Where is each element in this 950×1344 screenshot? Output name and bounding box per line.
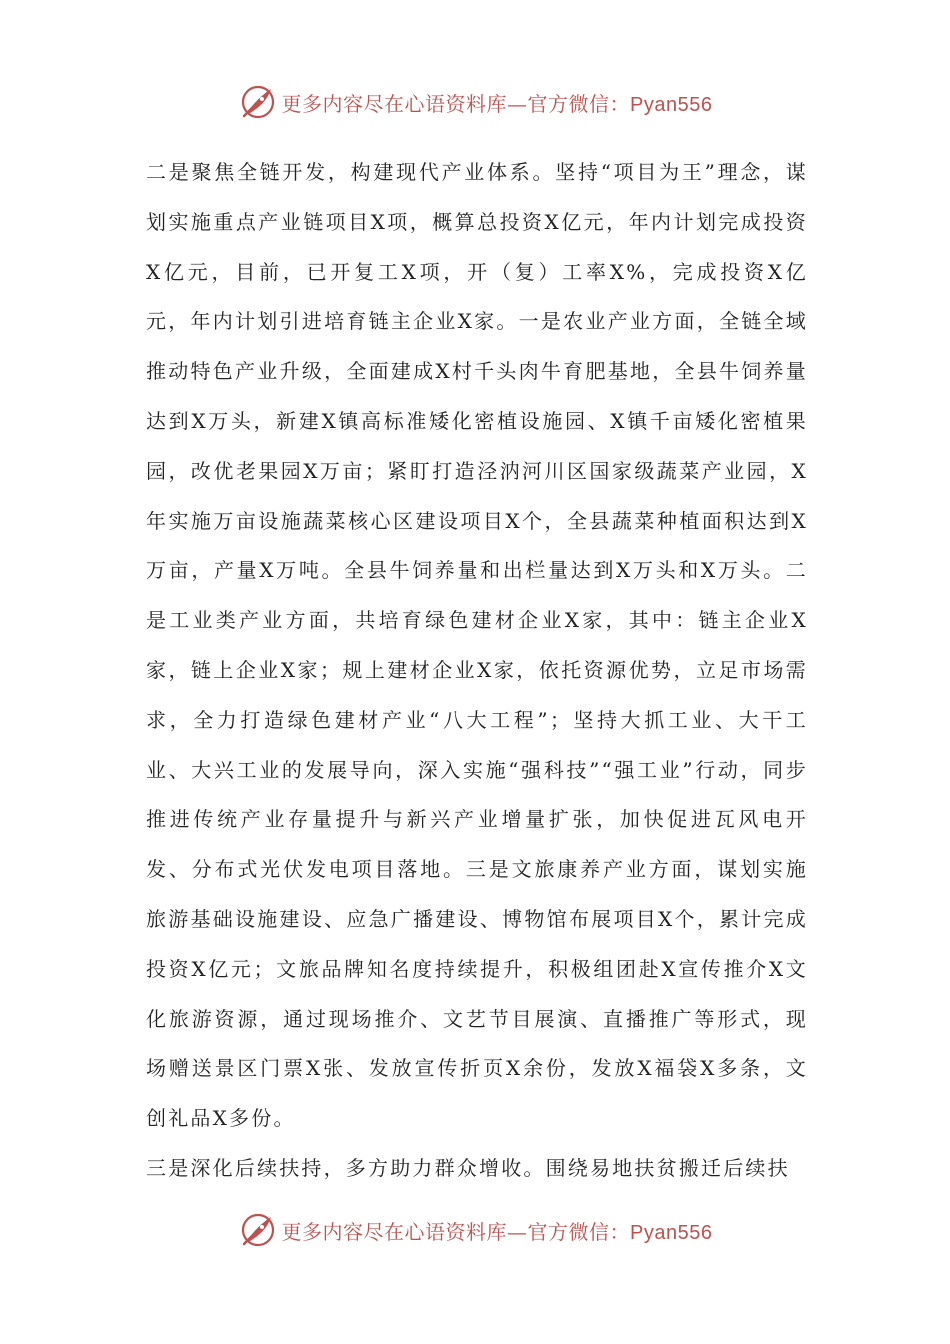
paragraph: 三是深化后续扶持，多方助力群众增收。围绕易地扶贫搬迁后续扶	[146, 1155, 790, 1180]
banner-text: 更多内容尽在心语资料库—官方微信：Pyan556	[281, 91, 713, 116]
pen-nib-logo-icon	[238, 1210, 278, 1250]
footer-banner	[0, 1208, 950, 1252]
wechat-id: Pyan556	[630, 1221, 713, 1244]
header-banner	[0, 80, 950, 124]
pen-nib-logo-icon	[238, 82, 278, 122]
banner-text: 更多内容尽在心语资料库—官方微信：Pyan556	[281, 1219, 713, 1244]
paragraph: 二是聚焦全链开发，构建现代产业体系。坚持“项目为王”理念，谋划实施重点产业链项目X项，概算总投资X亿元，年内计划完成投资X亿元，目前，已开复工X项，开（复）工率X%，完成投资X亿元，年内计划引进培育链主企业X家。一是农业产业方面，全链全域推动特色产业升级，全面建成X村千头肉牛育肥基地，全县牛饲养量达到X万头，新建X镇高标准矮化密植设施园、X镇千亩矮化密植果园，改优老果园X万亩；紧盯打造泾汭河川区国家级蔬菜产业园，X年实施万亩设施蔬菜核心区建设项目X个，全县蔬菜种植面积达到X万亩，产量X万吨。全县牛饲养量和出栏量达到X万头和X万头。二是工业类产业方面，共培育绿色建材企业X家，其中：链主企业X家，链上企业X家；规上建材企业X家，依托资源优势，立足市场需求，全力打造绿色建材产业“八大工程”；坚持大抓工业、大干工业、大兴工业的发展导向，深入实施“强科技”“强工业”行动，同步推进传统产业存量提升与新兴产业增量扩张，加快促进瓦风电开发、分布式光伏发电项目落地。三是文旅康养产业方面，谋划实施旅游基础设施建设、应急广播建设、博物馆布展项目X个，累计完成投资X亿元；文旅品牌知名度持续提升，积极组团赴X宣传推介X文化旅游资源，通过现场推介、文艺节目展演、直播推广等形式，现场赠送景区门票X张、发放宣传折页X余份，发放X福袋X多条，文创礼品X多份。	[146, 160, 808, 1131]
wechat-id: Pyan556	[630, 93, 713, 116]
document-body	[146, 148, 808, 1194]
